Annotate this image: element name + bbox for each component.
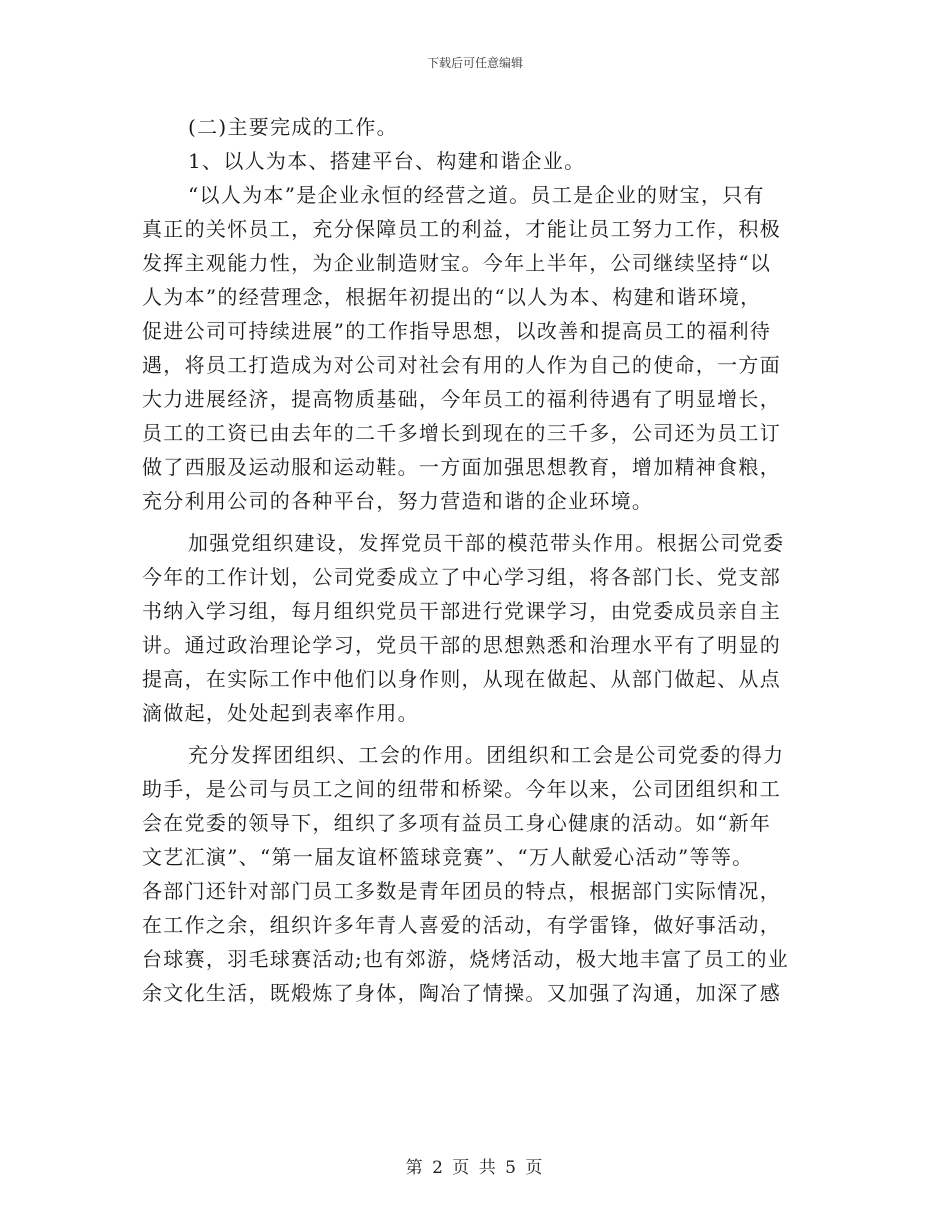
text-line: 余文化生活，既煅炼了身体，陶冶了情操。又加强了沟通，加深了感	[142, 981, 781, 1005]
text-line: 员工的工资已由去年的二千多增长到现在的三千多，公司还为员工订	[142, 421, 781, 445]
document-body	[142, 110, 810, 1010]
text-line: 滴做起，处处起到表率作用。	[142, 701, 419, 725]
text-line: 会在党委的领导下，组织了多项有益员工身心健康的活动。如“新年	[142, 811, 772, 835]
text-line: 发挥主观能力性，为企业制造财宝。今年上半年，公司继续坚持“以	[142, 251, 772, 275]
text-line: 大力进展经济，提高物质基础，今年员工的福利待遇有了明显增长，	[142, 387, 781, 411]
text-line: 人为本”的经营理念，根据年初提出的“以人为本、构建和谐环境，	[142, 285, 762, 309]
text-line: 在工作之余，组织许多年青人喜爱的活动，有学雷锋，做好事活动，	[142, 913, 781, 937]
section-heading: (二)主要完成的工作。	[188, 115, 398, 139]
text-line: 书纳入学习组，每月组织党员干部进行党课学习，由党委成员亲自主	[142, 599, 781, 623]
text-line: 遇，将员工打造成为对公司对社会有用的人作为自己的使命，一方面	[142, 353, 781, 377]
text-line: 讲。通过政治理论学习，党员干部的思想熟悉和治理水平有了明显的	[142, 633, 781, 657]
page-number-footer: 第 2 页 共 5 页	[405, 1158, 545, 1178]
text-line: 台球赛，羽毛球赛活动;也有郊游，烧烤活动，极大地丰富了员工的业	[142, 947, 790, 971]
text-line: 真正的关怀员工，充分保障员工的利益，才能让员工努力工作，积极	[142, 217, 781, 241]
text-line: 充分发挥团组织、工会的作用。团组织和工会是公司党委的得力	[188, 743, 785, 767]
text-line: “以人为本”是企业永恒的经营之道。员工是企业的财宝，只有	[188, 183, 765, 207]
text-line: 文艺汇演”、“第一届友谊杯篮球竞赛”、“万人献爱心活动”等等。	[142, 845, 754, 869]
page-header-note: 下载后可任意编辑	[426, 56, 523, 70]
text-line: 各部门还针对部门员工多数是青年团员的特点，根据部门实际情况，	[142, 879, 781, 903]
text-line: 助手，是公司与员工之间的纽带和桥梁。今年以来，公司团组织和工	[142, 777, 781, 801]
paragraph-2	[142, 526, 810, 730]
text-line: 今年的工作计划，公司党委成立了中心学习组，将各部门长、党支部	[142, 565, 781, 589]
text-line: 促进公司可持续进展”的工作指导思想，以改善和提高员工的福利待	[142, 319, 772, 343]
text-line: 充分利用公司的各种平台，努力营造和谐的企业环境。	[142, 489, 654, 513]
paragraph-3	[142, 738, 810, 1010]
text-line: 加强党组织建设，发挥党员干部的模范带头作用。根据公司党委	[188, 531, 785, 555]
text-line: 做了西服及运动服和运动鞋。一方面加强思想教育，增加精神食粮，	[142, 455, 781, 479]
subsection-heading: 1、以人为本、搭建平台、构建和谐企业。	[188, 149, 586, 173]
text-line: 提高，在实际工作中他们以身作则，从现在做起、从部门做起、从点	[142, 667, 781, 691]
paragraph-1	[142, 178, 810, 518]
